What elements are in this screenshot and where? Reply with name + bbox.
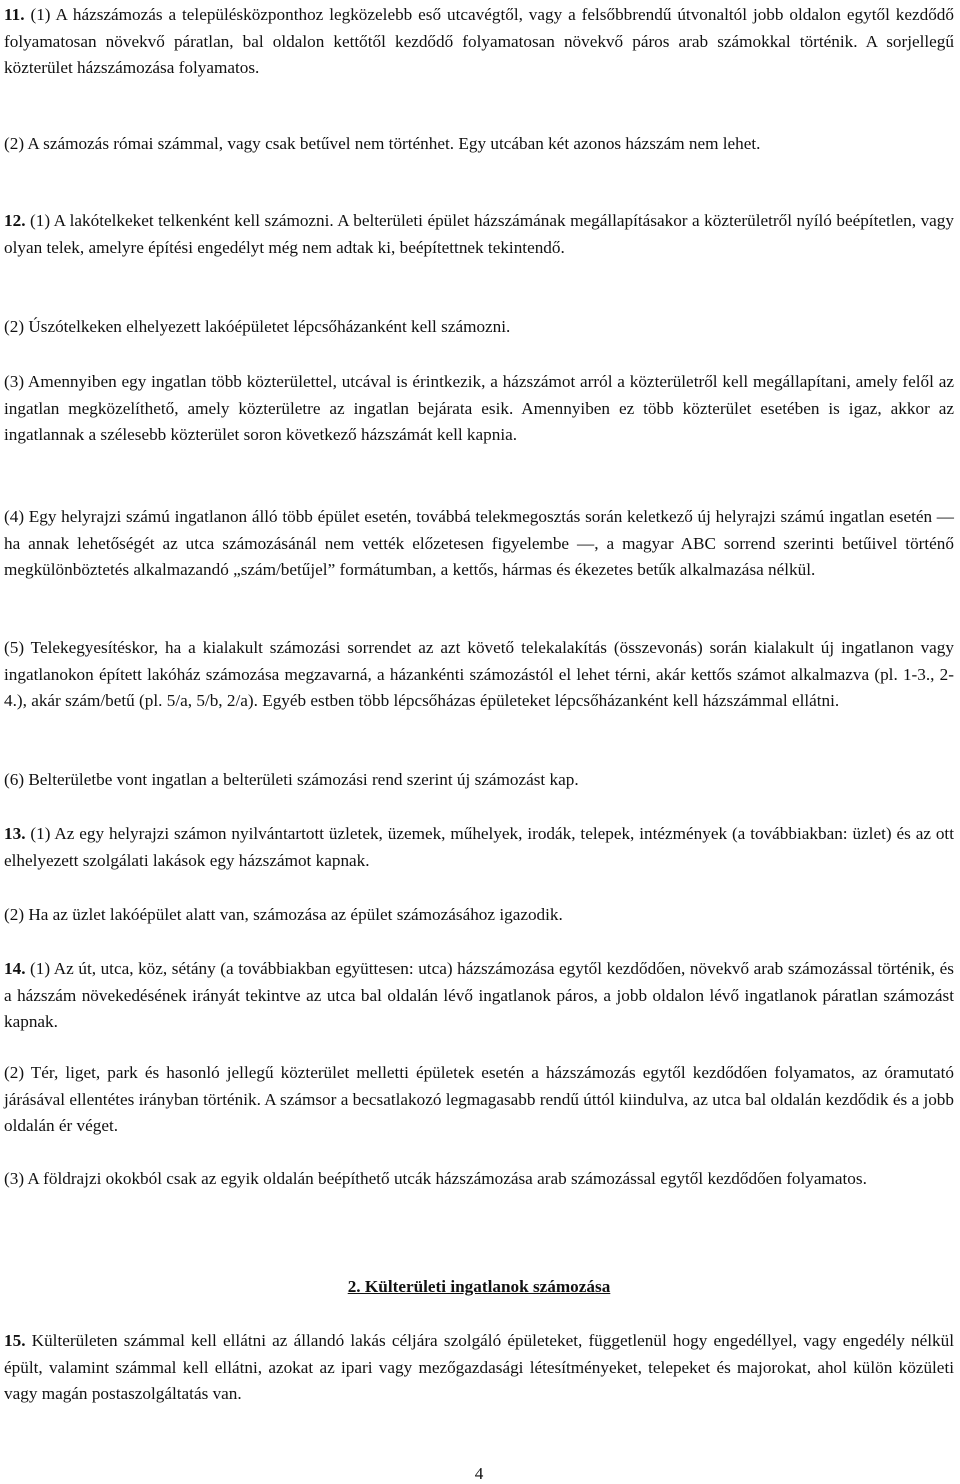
paragraph-12-3: (3) Amennyiben egy ingatlan több közterülettel, utcával is érintkezik, a házszámot arról a közterületről kell megállapítani, amely felől az ingatlan megközelíthető, amely közterületre az ingatlan bejárata esik. Amennyiben ez több közterület esetében is igaz, akkor az ingatlannak a szélesebb közterület soron következő házszámát kell kapnia. xyxy=(4,372,954,444)
section-heading: 2. Külterületi ingatlanok számozása xyxy=(347,1277,611,1296)
section-number: 14. xyxy=(4,959,26,978)
paragraph-11-1 xyxy=(4,2,954,82)
paragraph-14-2: (2) Tér, liget, park és hasonló jellegű közterület melletti épületek esetén a házszámozás egytől kezdődően folyamatos, az óramutató járásával ellentétes irányban történik. A számsor a becsatlakozó legmagasabb rendű úttól kiindulva, az utca bal oldalán kezdődik és a jobb oldalán ér véget. xyxy=(4,1063,954,1135)
paragraph-text: (1) Az egy helyrajzi számon nyilvántartott üzletek, üzemek, műhelyek, irodák, telepek, intézmények (a továbbiakban: üzlet) és az ott elhelyezett szolgálati lakások egy házszámot kapnak. xyxy=(4,824,954,870)
paragraph-11-2: (2) A számozás római számmal, vagy csak betűvel nem történhet. Egy utcában két azonos házszám nem lehet. xyxy=(4,134,761,153)
paragraph-12-1 xyxy=(4,208,954,261)
paragraph-13-1 xyxy=(4,821,954,874)
section-number: 13. xyxy=(4,824,26,843)
page-number: 4 xyxy=(474,1464,484,1483)
section-number: 12. xyxy=(4,211,26,230)
paragraph-15 xyxy=(4,1328,954,1408)
paragraph-text: Külterületen számmal kell ellátni az állandó lakás céljára szolgáló épületeket, függetlenül hogy engedéllyel, vagy engedély nélkül épült, valamint számmal kell ellátni, azokat az ipari vagy mezőgazdasági létesítményeket, telepeket és majorokat, ahol külön közületi vagy magán postaszolgáltatás van. xyxy=(4,1331,954,1403)
paragraph-13-2: (2) Ha az üzlet lakóépület alatt van, számozása az épület számozásához igazodik. xyxy=(4,905,563,924)
paragraph-12-4: (4) Egy helyrajzi számú ingatlanon álló több épület esetén, továbbá telekmegosztás során keletkező új helyrajzi számú ingatlan esetén ― ha annak lehetőségét az utca számozásánál nem vették előzetesen figyelembe ―, a magyar ABC sorrend szerinti betűivel történő megkülönböztetés alkalmazandó „szám/betűjel” formátumban, a kettős, hármas és ékezetes betűk alkalmazása nélkül. xyxy=(4,507,954,579)
paragraph-12-6: (6) Belterületbe vont ingatlan a belterületi számozási rend szerint új számozást kap. xyxy=(4,770,579,789)
paragraph-text: (1) A lakótelkeket telkenként kell számozni. A belterületi épület házszámának megállapításakor a közterületről nyíló beépítetlen, vagy olyan telek, amelyre építési engedélyt még nem adtak ki, beépítettnek tekintendő. xyxy=(4,211,954,257)
paragraph-text: (1) A házszámozás a településközponthoz legközelebb eső utcavégtől, vagy a felsőbbrendű útvonaltól jobb oldalon egytől kezdődő folyamatosan növekvő páratlan, bal oldalon kettőtől kezdődő folyamatosan növekvő páros arab számokkal történik. A sorjellegű közterület házszámozása folyamatos. xyxy=(4,5,954,77)
paragraph-14-1 xyxy=(4,956,954,1036)
paragraph-12-2: (2) Úszótelkeken elhelyezett lakóépületet lépcsőházanként kell számozni. xyxy=(4,317,511,336)
paragraph-14-3: (3) A földrajzi okokból csak az egyik oldalán beépíthető utcák házszámozása arab számozással egytől kezdődően folyamatos. xyxy=(4,1169,867,1188)
paragraph-12-5: (5) Telekegyesítéskor, ha a kialakult számozási sorrendet az azt követő telekalakítás (összevonás) során kialakult új ingatlanon vagy ingatlanokon épített lakóház számozása megzavarná, a házankénti számozástól el lehet térni, akár kettős számot alkalmazva (pl. 1-3., 2-4.), akár szám/betű (pl. 5/a, 5/b, 2/a). Egyéb estben több lépcsőházas épületeket lépcsőházanként kell házszámmal ellátni. xyxy=(4,638,954,710)
section-number: 15. xyxy=(4,1331,26,1350)
section-number: 11. xyxy=(4,5,25,24)
paragraph-text: (1) Az út, utca, köz, sétány (a továbbiakban együttesen: utca) házszámozása egytől kezdődően, növekvő arab számozással történik, és a házszám növekedésének irányát tekintve az utca bal oldalán lévő ingatlanok páros, a jobb oldalon lévő ingatlanok páratlan számozást kapnak. xyxy=(4,959,954,1031)
